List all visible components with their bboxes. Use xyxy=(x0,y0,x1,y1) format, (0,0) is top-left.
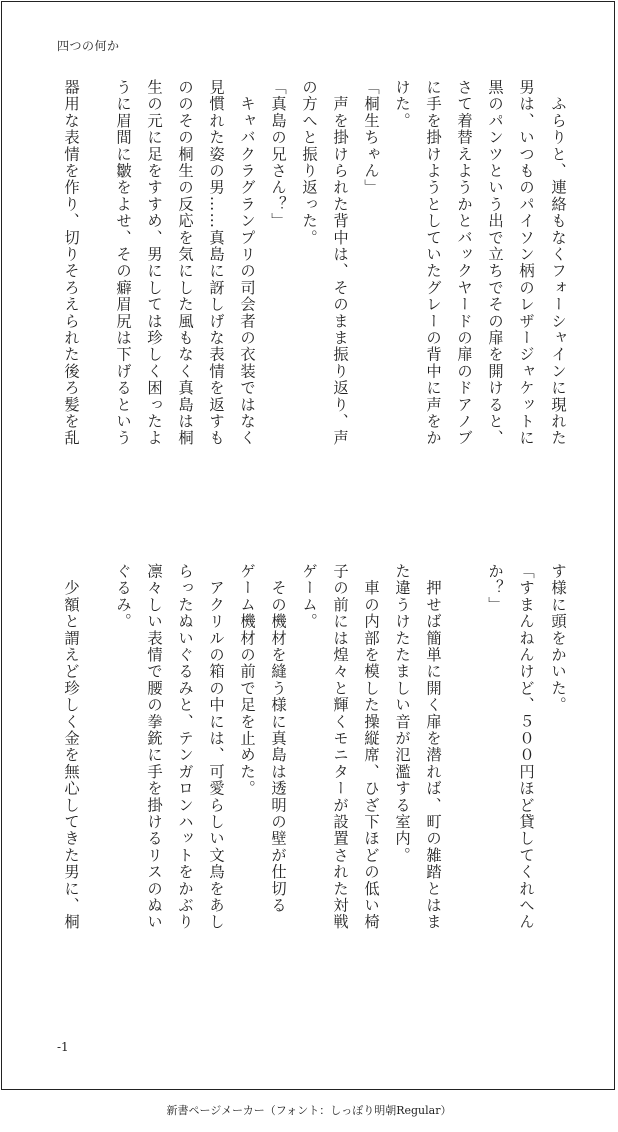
text-column: ぐるみ。 xyxy=(114,563,132,630)
text-column: うに眉間に皺をよせ、その癖眉尻は下げるという xyxy=(114,79,132,447)
text-column: 押せば簡単に開く扉を潜れば、町の雑踏とはま xyxy=(424,563,442,931)
text-column: に手を掛けようとしていたグレーの背中に声をか xyxy=(424,79,442,447)
text-column: 器用な表情を作り、切りそろえられた後ろ髪を乱 xyxy=(62,79,80,447)
text-column: キャバクラグランプリの司会者の衣装ではなく xyxy=(238,79,256,447)
running-title: 四つの何か xyxy=(57,39,120,53)
text-column: らったぬいぐるみと、テンガロンハットをかぶり xyxy=(176,563,194,931)
text-column: 見慣れた姿の男……真島に訝しげな表情を返すも xyxy=(207,79,225,447)
text-column: ふらりと、連絡もなくフォーシャインに現れた xyxy=(549,79,567,447)
text-column: 生の元に足をすすめ、男にしては珍しく困ったよ xyxy=(145,79,163,447)
text-column: の方へと振り返った。 xyxy=(300,79,318,246)
text-column: か？」 xyxy=(486,563,504,614)
text-column: 「真島の兄さん？」 xyxy=(269,79,287,230)
lower-text-block xyxy=(2,563,616,1003)
page-number: -1 xyxy=(57,1040,69,1054)
text-column: 黒のパンツという出で立ちでその扉を開けると、 xyxy=(486,79,504,447)
text-column: さて着替えようかとバックヤードの扉のドアノブ xyxy=(455,79,473,447)
text-column: アクリルの箱の中には、可愛らしい文鳥をあし xyxy=(207,563,225,931)
footer-caption: 新書ページメーカー（フォント：しっぽり明朝Regular） xyxy=(166,1104,452,1117)
text-column: 「桐生ちゃん」 xyxy=(362,79,380,196)
text-column: 「すまんねんけど、５００円ほど貸してくれへん xyxy=(517,563,535,931)
text-column: 子の前には煌々と輝くモニターが設置された対戦 xyxy=(331,563,349,931)
text-column: その機材を縫う様に真島は透明の壁が仕切る xyxy=(269,563,287,914)
text-column: けた。 xyxy=(393,79,411,130)
text-column: ののその桐生の反応を気にした風もなく真島は桐 xyxy=(176,79,194,447)
book-page xyxy=(1,1,615,1090)
text-column: 男は、いつものパイソン柄のレザージャケットに xyxy=(517,79,535,447)
upper-text-block xyxy=(2,79,616,529)
text-column: ゲーム。 xyxy=(300,563,318,630)
text-column: 車の内部を模した操縦席、ひざ下ほどの低い椅 xyxy=(362,563,380,931)
text-column: 声を掛けられた背中は、そのまま振り返り、声 xyxy=(331,79,349,447)
text-column: 凛々しい表情で腰の拳銃に手を掛けるリスのぬい xyxy=(145,563,163,931)
text-column: す様に頭をかいた。 xyxy=(549,563,567,714)
text-column: ゲーム機材の前で足を止めた。 xyxy=(238,563,256,797)
text-column: 少額と謂えど珍しく金を無心してきた男に、桐 xyxy=(62,563,80,931)
text-column: た違うけたたましい音が氾濫する室内。 xyxy=(393,563,411,864)
